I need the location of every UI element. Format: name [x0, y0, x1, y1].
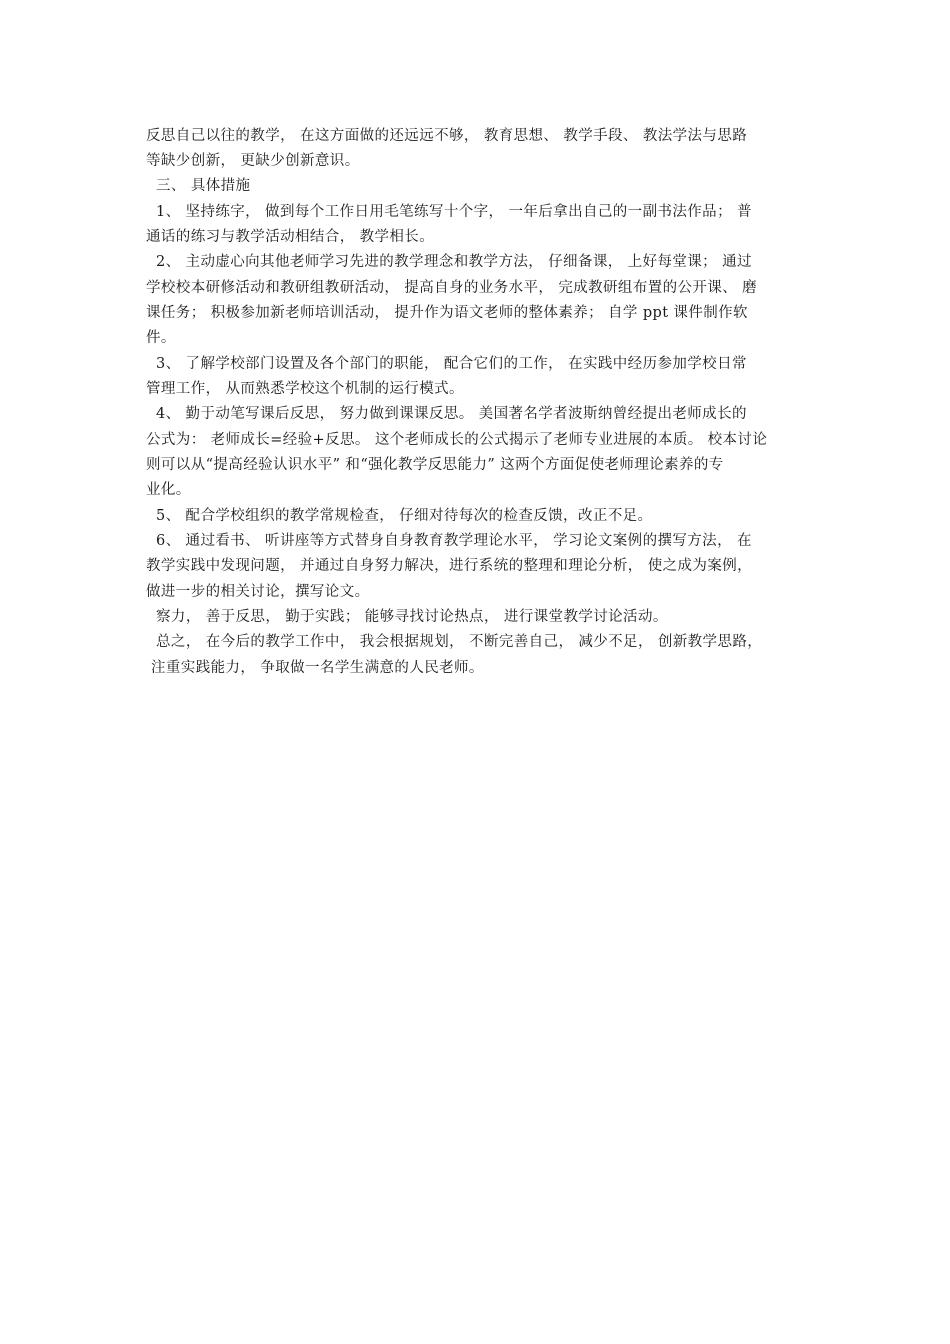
text-line-10: 3、 了解学校部门设置及各个部门的职能， 配合它们的工作， 在实践中经历参加学校日常	[146, 356, 747, 372]
text-line-3: 三、 具体措施	[146, 178, 251, 194]
text-line-11: 管理工作， 从而熟悉学校这个机制的运行模式。	[146, 381, 464, 397]
text-line-2: 等缺少创新， 更缺少创新意识。	[146, 153, 360, 169]
text-line-5: 通话的练习与教学活动相结合， 教学相长。	[146, 229, 435, 245]
text-line-19: 做进一步的相关讨论，撰写论文。	[146, 584, 370, 600]
text-line-17: 6、 通过看书、 听讲座等方式替身自身教育教学理论水平， 学习论文案例的撰写方法， 在	[146, 533, 752, 549]
text-line-20: 察力， 善于反思， 勤于实践； 能够寻找讨论热点， 进行课堂教学讨论活动。	[146, 609, 668, 625]
text-line-14: 则可以从“提高经验认识水平” 和“强化教学反思能力” 这两个方面促使老师理论素养的专	[146, 457, 724, 473]
text-line-9: 件。	[146, 330, 176, 346]
text-line-1: 反思自己以往的教学， 在这方面做的还远远不够， 教育思想、 教学手段、 教法学法与思路	[146, 128, 748, 144]
text-line-13: 公式为： 老师成长=经验+反思。 这个老师成长的公式揭示了老师专业进展的本质。 校本讨论	[146, 432, 768, 448]
text-line-4: 1、 坚持练字， 做到每个工作日用毛笔练写十个字， 一年后拿出自己的一副书法作品； 普	[146, 204, 752, 220]
text-line-12: 4、 勤于动笔写课后反思， 努力做到课课反思。 美国著名学者波斯纳曾经提出老师成长的	[146, 406, 747, 422]
text-line-15: 业化。	[146, 482, 191, 498]
text-line-18: 教学实践中发现问题， 并通过自身努力解决，进行系统的整理和理论分析， 使之成为案例，	[146, 558, 753, 574]
text-line-21: 总之， 在今后的教学工作中， 我会根据规划， 不断完善自己， 减少不足， 创新教学思路，	[146, 634, 763, 650]
text-line-6: 2、 主动虚心向其他老师学习先进的教学理念和教学方法， 仔细备课， 上好每堂课； 通过	[146, 254, 752, 270]
text-line-22: 注重实践能力， 争取做一名学生满意的人民老师。	[146, 660, 484, 676]
text-line-8: 课任务； 积极参加新老师培训活动， 提升作为语文老师的整体素养； 自学 ppt 课件制作软	[146, 305, 748, 321]
text-line-7: 学校校本研修活动和教研组教研活动， 提高自身的业务水平， 完成教研组布置的公开课、 磨	[146, 280, 758, 296]
text-line-16: 5、 配合学校组织的教学常规检查， 仔细对待每次的检查反馈，改正不足。	[146, 508, 653, 524]
